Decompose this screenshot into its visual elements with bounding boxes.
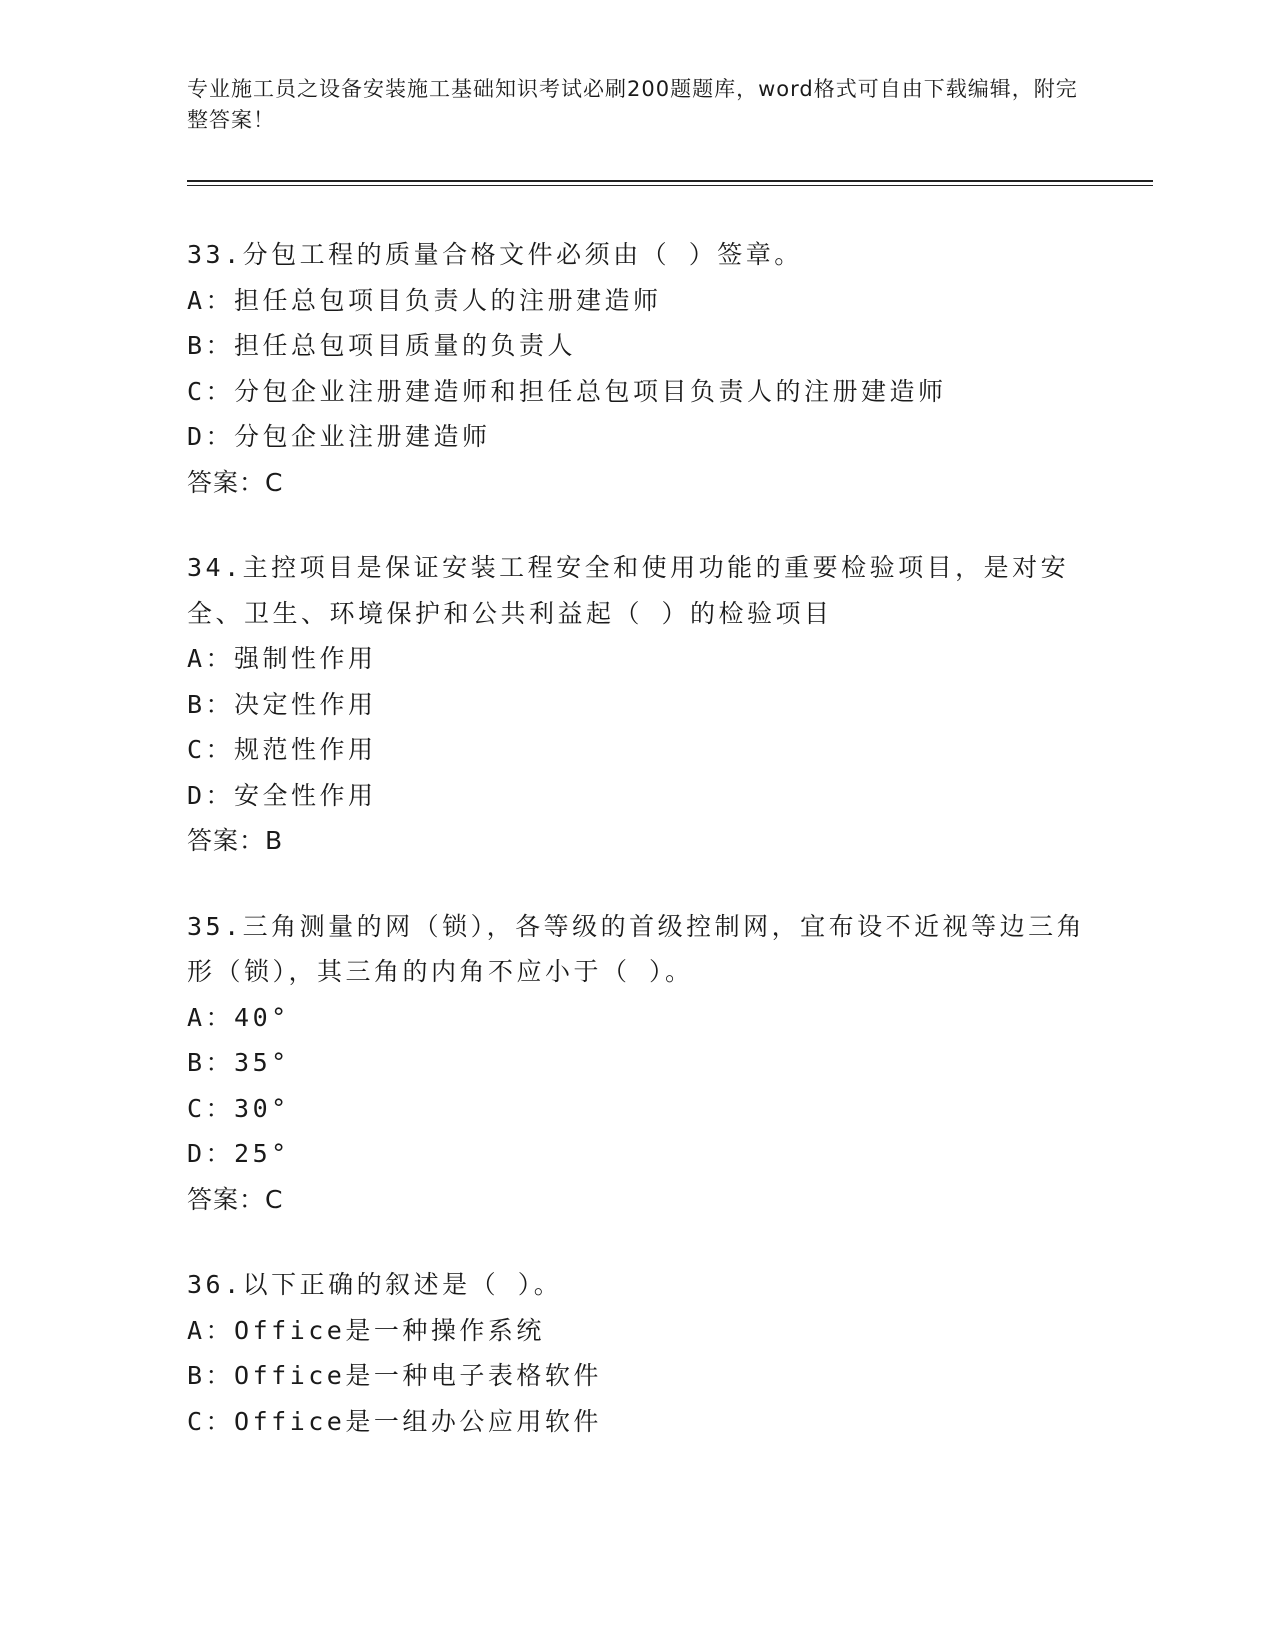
option-a: A：担任总包项目负责人的注册建造师 — [187, 285, 662, 315]
header-divider-thin — [187, 185, 1153, 186]
question-33 — [187, 232, 1087, 505]
answer: 答案：C — [187, 1184, 284, 1214]
option-d: D：分包企业注册建造师 — [187, 422, 491, 451]
option-c: C：30° — [187, 1093, 290, 1123]
option-b: B：决定性作用 — [187, 689, 377, 719]
option-c: C：分包企业注册建造师和担任总包项目负责人的注册建造师 — [187, 376, 947, 406]
question-stem: 36.以下正确的叙述是（ ）。 — [187, 1270, 563, 1299]
option-a: A：Office是一种操作系统 — [187, 1315, 545, 1345]
option-c: C：Office是一组办公应用软件 — [187, 1406, 602, 1436]
question-34 — [187, 545, 1087, 864]
option-a: A：40° — [187, 1002, 290, 1032]
question-list — [187, 232, 1087, 1484]
option-b: B：Office是一种电子表格软件 — [187, 1361, 602, 1390]
answer: 答案：B — [187, 826, 284, 855]
option-a: A：强制性作用 — [187, 644, 377, 673]
question-stem: 33.分包工程的质量合格文件必须由（ ）签章。 — [187, 240, 803, 269]
header-text: 专业施工员之设备安装施工基础知识考试必刷200题题库，word格式可自由下载编辑，附完整答案！ — [187, 77, 1078, 132]
question-36 — [187, 1262, 1087, 1444]
option-b: B：35° — [187, 1048, 290, 1077]
answer: 答案：C — [187, 467, 284, 497]
option-d: D：安全性作用 — [187, 780, 377, 810]
option-d: D：25° — [187, 1139, 290, 1168]
option-b: B：担任总包项目质量的负责人 — [187, 331, 577, 360]
question-stem: 35.三角测量的网（锁），各等级的首级控制网，宜布设不近视等边三角形（锁），其三角的内角不应小于（ ）。 — [187, 911, 1086, 986]
question-35 — [187, 904, 1087, 1223]
document-header — [187, 74, 1087, 136]
option-c: C：规范性作用 — [187, 735, 377, 764]
question-stem: 34.主控项目是保证安装工程安全和使用功能的重要检验项目，是对安全、卫生、环境保护和公共利益起（ ）的检验项目 — [187, 553, 1070, 628]
header-divider — [187, 180, 1153, 182]
